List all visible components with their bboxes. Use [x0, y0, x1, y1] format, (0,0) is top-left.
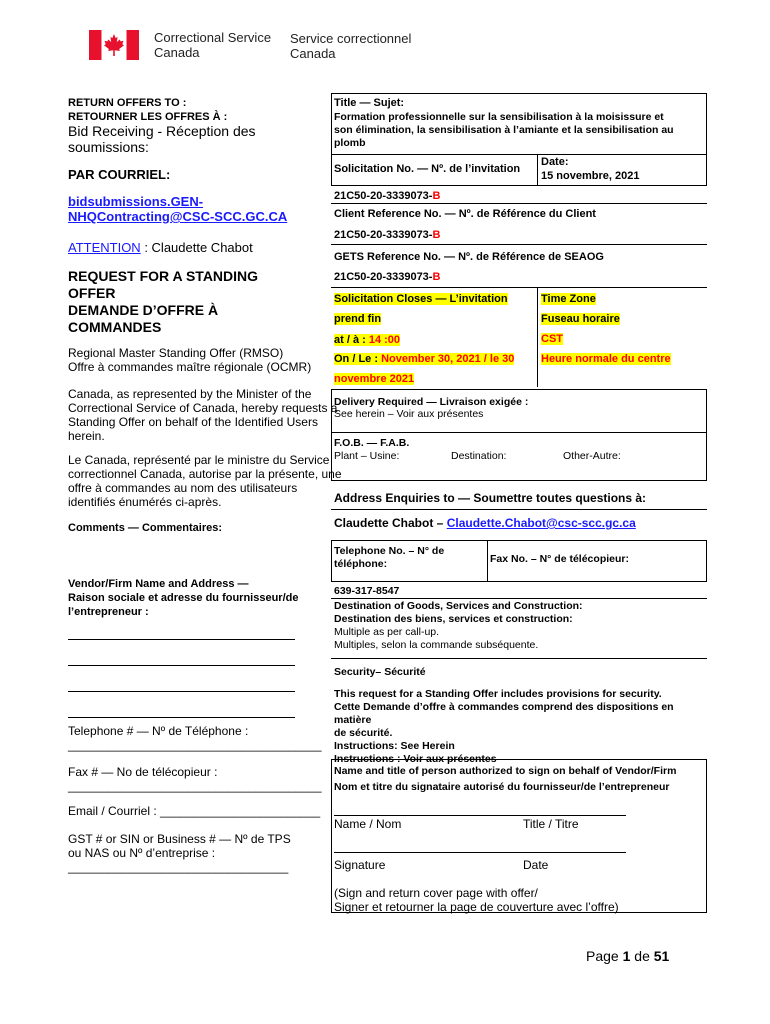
request-title: REQUEST FOR A STANDING OFFER DEMANDE D’OFFRE À COMMANDES — [68, 268, 259, 335]
return-instruction: (Sign and return cover page with offer/ Signer et retourner la page de couverture avec l’offre) — [334, 886, 619, 914]
gets-suffix: B — [432, 271, 441, 283]
security-label: Security– Sécurité — [334, 666, 426, 678]
name-label: Name / Nom — [334, 817, 402, 831]
delivery-value: See herein – Voir aux présentes — [334, 408, 484, 420]
bid-receiving: Bid Receiving - Réception des soumissions: — [68, 123, 256, 155]
solicitation-number: 21C50-20-3339073-B — [334, 190, 441, 202]
vendor-line-4[interactable] — [68, 717, 295, 718]
solicitation-label: Solicitation No. — Nº. de l’invitation — [334, 163, 521, 175]
page-number: Page 1 de 51 — [586, 948, 670, 964]
delivery-label: Delivery Required — Livraison exigée : — [334, 396, 529, 408]
vendor-line-1[interactable] — [68, 639, 295, 640]
destination: Destination of Goods, Services and Construction: Destination des biens, services et construction: Multiple as per call-up. Multiples, selon la commande subséquente. — [334, 600, 583, 651]
contact-email-link[interactable]: Claudette.Chabot@csc-scc.gc.ca — [446, 516, 636, 530]
divider — [331, 509, 707, 510]
telephone-field[interactable]: Telephone # — Nº de Téléphone : ______________________________________ — [68, 724, 322, 752]
divider — [331, 658, 707, 659]
security-text: This request for a Standing Offer includes provisions for security. Cette Demande d’offre à commandes comprend des dispositions en matière de sécurité. Instructions: See Herein Instructions : Voir aux présentes — [334, 688, 674, 765]
client-ref-label: Client Reference No. — Nº. de Référence du Client — [334, 208, 596, 220]
canada-flag-logo — [89, 30, 139, 60]
divider — [331, 244, 707, 245]
fax-field[interactable]: Fax # — No de télécopieur : ______________________________________ — [68, 765, 322, 793]
signature-label: Signature — [334, 858, 386, 872]
tel-label: Telephone No. – N° de téléphone: — [334, 545, 445, 570]
date-sign-label: Date — [523, 858, 549, 872]
gets-label: GETS Reference No. — Nº. de Référence de SEAOG — [334, 251, 604, 263]
contact-line: Claudette Chabot – Claudette.Chabot@csc-scc.gc.ca — [334, 516, 636, 530]
client-ref-number: 21C50-20-3339073-B — [334, 229, 441, 241]
gst-field[interactable]: GST # or SIN or Business # — Nº de TPS ou NAS ou Nº d’entreprise : _________________________________ — [68, 832, 291, 874]
fob-label: F.O.B. — F.A.B. — [334, 437, 410, 449]
closes-divider — [537, 287, 538, 387]
date-value: 15 novembre, 2021 — [541, 170, 640, 182]
divider — [331, 203, 707, 204]
vendor-line-3[interactable] — [68, 691, 295, 692]
closes-date: On / Le : November 30, 2021 / le 30 novembre 2021 — [334, 353, 515, 385]
title-label: Title — Sujet: — [334, 97, 405, 109]
client-ref-suffix: B — [432, 229, 441, 241]
closes-time: at / à : 14 :00 — [334, 334, 401, 346]
divider — [331, 287, 707, 288]
solicitation-divider — [537, 154, 538, 186]
paragraph-en: Canada, as represented by the Minister of the Correctional Service of Canada, hereby requests a Standing Offer on behalf of the Identified Users herein. — [68, 387, 338, 443]
comments-label: Comments — Commentaires: — [68, 522, 223, 534]
paragraph-fr: Le Canada, représenté par le ministre du Service correctionnel Canada, autorise par la présente, une offre à commandes au nom des utilisateurs identifiés énumérés ci-après. — [68, 453, 342, 509]
par-courriel-label: PAR COURRIEL: — [68, 167, 171, 182]
attention-link[interactable]: ATTENTION — [68, 240, 141, 255]
fax-label: Fax No. – N° de télécopieur: — [490, 553, 629, 565]
attention-name: : Claudette Chabot — [140, 240, 253, 255]
email-field[interactable]: Email / Courriel : ________________________ — [68, 804, 321, 818]
rmso-label: Regional Master Standing Offer (RMSO) Offre à commandes maître régionale (OCMR) — [68, 346, 312, 374]
tel-fax-divider — [487, 540, 488, 582]
gets-number: 21C50-20-3339073-B — [334, 271, 441, 283]
closes-heading: Solicitation Closes — L’invitation prend fin — [334, 293, 508, 325]
attention-line — [68, 240, 253, 255]
fob-other: Other-Autre: — [563, 450, 621, 462]
divider — [331, 432, 707, 433]
tel-value: 639-317-8547 — [334, 585, 400, 597]
date-label: Date: — [541, 156, 569, 168]
divider — [331, 598, 707, 599]
title-value: Formation professionnelle sur la sensibilisation à la moisissure et son élimination, la sensibilisation à l’amiante et la sensibilisation au plomb — [334, 111, 674, 149]
name-title-line[interactable] — [334, 815, 626, 816]
return-offers-heading: RETURN OFFERS TO : RETOURNER LES OFFRES À : — [68, 97, 228, 123]
vendor-line-2[interactable] — [68, 665, 295, 666]
title-label-sign: Title / Titre — [523, 817, 579, 831]
address-enquiries: Address Enquiries to — Soumettre toutes questions à: — [334, 491, 647, 505]
fob-plant: Plant – Usine: — [334, 450, 400, 462]
authorized-signer-label: Name and title of person authorized to sign on behalf of Vendor/Firm Nom et titre du signataire autorisé du fournisseur/de l’entrepreneur — [334, 765, 677, 793]
signature-line[interactable] — [334, 852, 626, 853]
vendor-label: Vendor/Firm Name and Address — Raison sociale et adresse du fournisseur/de l’entrepreneur : — [68, 578, 299, 618]
solicitation-suffix: B — [432, 190, 441, 202]
fob-destination: Destination: — [451, 450, 507, 462]
agency-name-en: Correctional Service Canada — [154, 30, 272, 60]
bid-email-link[interactable]: bidsubmissions.GEN- NHQContracting@CSC-SCC.GC.CA — [68, 194, 288, 224]
agency-name-fr: Service correctionnel Canada — [290, 31, 412, 61]
time-zone: Time Zone Fuseau horaire CST Heure normale du centre — [541, 293, 671, 365]
